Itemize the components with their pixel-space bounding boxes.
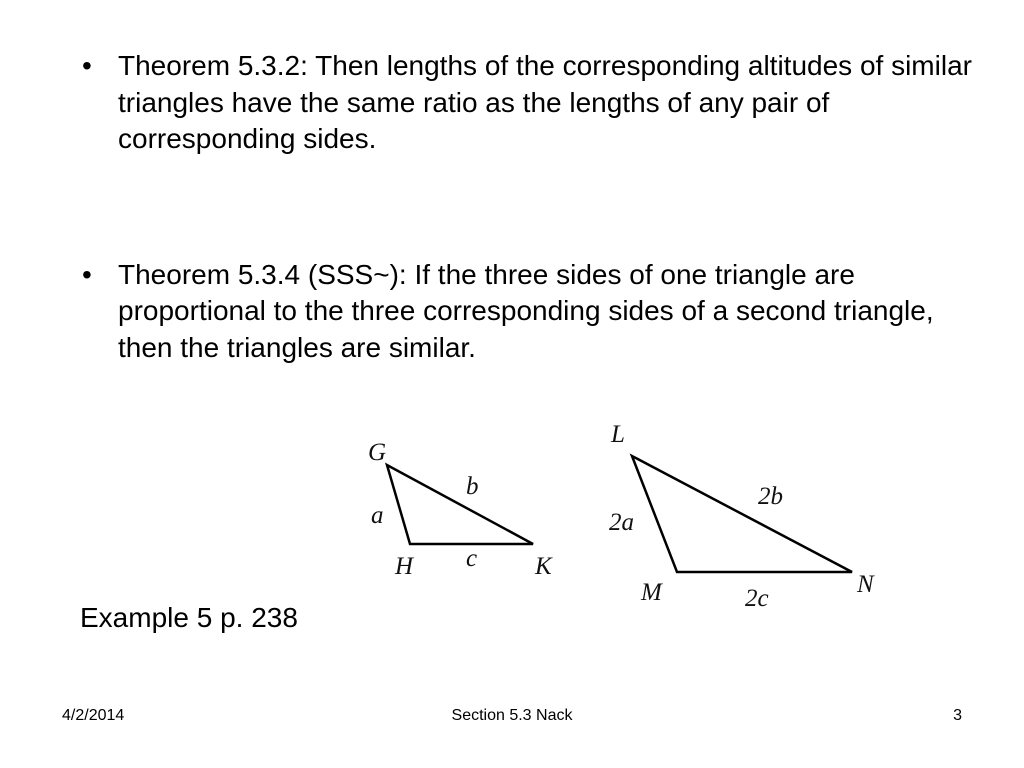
theorem-5-3-4-text: Theorem 5.3.4 (SSS~): If the three sides of one triangle are proportional to the three corresponding sides of a second triangle, then the triangles are similar. [118,258,934,363]
side-label-a: a [371,502,384,529]
side-label-2b: 2b [758,483,783,510]
side-label-2a: 2a [609,509,634,536]
bullet-list [80,48,980,366]
vertex-label-h: H [395,553,414,580]
side-label-c: c [466,545,478,572]
example-reference: Example 5 p. 238 [80,602,298,633]
bullet-marker: • [82,258,92,290]
triangle-ghk [387,465,533,544]
vertex-label-l: L [611,421,625,448]
vertex-label-n: N [857,571,874,598]
side-label-b: b [466,473,479,500]
side-label-2c: 2c [745,585,769,612]
triangle-lmn [632,456,852,572]
footer-title: Section 5.3 Nack [451,707,573,724]
footer-page-number: 3 [953,707,962,724]
footer-date: 4/2/2014 [62,707,125,724]
bullet-theorem-5-3-4 [80,257,980,367]
bullet-marker: • [82,50,92,81]
theorem-5-3-2-text: Theorem 5.3.2: Then lengths of the corresponding altitudes of similar triangles have the same ratio as the lengths of any pair of corresponding sides. [118,50,972,154]
vertex-label-g: G [368,439,387,466]
vertex-label-k: K [535,553,552,580]
vertex-label-m: M [641,579,662,606]
bullet-theorem-5-3-2 [80,48,980,158]
